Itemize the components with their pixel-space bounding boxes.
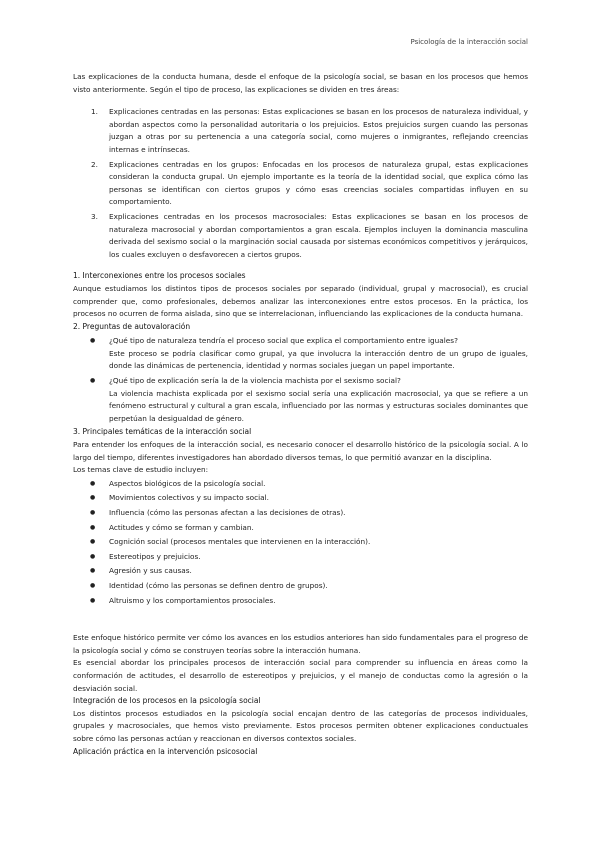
integration-paragraph: Los distintos procesos estudiados en la psicología social encajan dentro de las categorías de procesos individuales, grupales y macrosociales, que hemos visto previamente. Estos procesos permiten obtener explicaciones conductuales sobre cómo las personas actúan y reaccionan en diversos contextos sociales. <box>73 708 528 743</box>
topic-text: Actitudes y cómo se forman y cambian. <box>109 522 254 532</box>
section-heading-interconexiones: 1. Interconexiones entre los procesos sociales <box>73 271 246 281</box>
topic-text: Aspectos biológicos de la psicología social. <box>109 478 266 488</box>
list-item <box>73 211 528 261</box>
integration-heading: Integración de los procesos en la psicología social <box>73 696 261 706</box>
topic-text: Movimientos colectivos y su impacto social. <box>109 493 270 503</box>
closing-paragraph-1: Este enfoque histórico permite ver cómo los avances en los estudios anteriores han sido fundamentales para el progreso de la psicología social y cómo se construyen teorías sobre la interacción humana. <box>73 633 528 655</box>
list-item <box>73 521 528 536</box>
list-number: 1. <box>91 107 98 117</box>
section-heading-tematicas: 3. Principales temáticas de la interacción social <box>73 427 252 437</box>
list-item <box>73 535 528 550</box>
topic-text: Cognición social (procesos mentales que intervienen en la interacción). <box>109 537 371 547</box>
list-item <box>73 564 528 579</box>
page-header: Psicología de la interacción social <box>410 38 528 46</box>
question-item <box>73 335 528 348</box>
list-item <box>73 491 528 506</box>
list-item <box>73 579 528 594</box>
list-item <box>73 159 528 209</box>
bullet-icon: ● <box>90 523 96 531</box>
bullet-icon: ● <box>90 552 96 560</box>
list-item <box>73 477 528 492</box>
document-body <box>73 71 528 758</box>
list-item-text: Explicaciones centradas en las personas: Estas explicaciones se basan en los procesos de naturaleza individual, y abordan aspectos como la personalidad autoritaria o los prejuicios. Estos prejuicios surgen cuando las personas juzgan a otras por su pertenencia a una categoría social, como mujeres o inmigrantes, reflejando creencias internas e intrínsecas. <box>109 107 528 154</box>
list-item <box>73 506 528 521</box>
answer-text: Este proceso se podría clasificar como grupal, ya que involucra la interacción dentro de un grupo de iguales, donde las dinámicas de pertenencia, identidad y normas sociales juegan un papel importante. <box>109 348 528 371</box>
list-item-text: Explicaciones centradas en los grupos: Enfocadas en los procesos de naturaleza grupal, estas explicaciones consideran la conducta grupal. Un ejemplo importante es la teoría de la identidad social, que explica cómo las personas se identifican con ciertos grupos y cómo esas creencias sociales compartidas influyen en su comportamiento. <box>109 159 528 207</box>
bullet-icon: ● <box>90 479 96 487</box>
interconexiones-paragraph: Aunque estudiamos los distintos tipos de procesos sociales por separado (individual, grupal y macrosocial), es crucial comprender que, como profesionales, debemos analizar las interconexiones entre estos procesos. En la práctica, los procesos no ocurren de forma aislada, sino que se interrelacionan, influenciando las explicaciones de la conducta humana. <box>73 283 528 319</box>
topic-text: Altruismo y los comportamientos prosociales. <box>109 595 276 605</box>
question-item <box>73 375 528 388</box>
topic-text: Estereotipos y prejuicios. <box>109 551 201 561</box>
question-text: ¿Qué tipo de explicación sería la de la violencia machista por el sexismo social? <box>109 376 401 386</box>
topics-list <box>73 477 528 608</box>
list-item-text: Explicaciones centradas en los procesos macrosociales: Estas explicaciones se basan en los procesos de naturaleza macrosocial y abordan comportamientos a gran escala. Ejemplos incluyen la dominancia masculina derivada del sexismo social o la marginación social causada por sistemas económicos competitivos y jerárquicos, los cuales excluyen o desfavorecen a ciertos grupos. <box>109 211 528 259</box>
topics-intro: Los temas clave de estudio incluyen: <box>73 465 209 475</box>
bullet-icon: ● <box>90 581 96 589</box>
bullet-icon: ● <box>90 377 96 385</box>
application-heading: Aplicación práctica en la intervención psicosocial <box>73 746 258 756</box>
bullet-icon: ● <box>90 538 96 546</box>
list-item <box>73 106 528 156</box>
bullet-icon: ● <box>90 494 96 502</box>
bullet-icon: ● <box>90 509 96 516</box>
list-item <box>73 594 528 609</box>
list-number: 2. <box>91 159 98 169</box>
list-number: 3. <box>91 211 98 221</box>
areas-list <box>73 106 528 261</box>
closing-paragraph-2: Es esencial abordar los principales procesos de interacción social para comprender su influencia en áreas como la conformación de actitudes, el desarrollo de estereotipos y prejuicios, y el manejo de conductas como la agresión o la desviación social. <box>73 658 528 693</box>
bullet-icon: ● <box>90 337 96 345</box>
question-text: ¿Qué tipo de naturaleza tendría el proceso social que explica el comportamiento entre iguales? <box>109 336 458 346</box>
tematicas-paragraph: Para entender los enfoques de la interacción social, es necesario conocer el desarrollo histórico de la psicología social. A lo largo del tiempo, diferentes investigadores han abordado diversos temas, lo que permitió avanzar en la disciplina. <box>73 440 528 462</box>
topic-text: Identidad (cómo las personas se definen dentro de grupos). <box>109 580 328 590</box>
topic-text: Influencia (cómo las personas afectan a las decisiones de otras). <box>109 508 346 517</box>
bullet-icon: ● <box>90 567 96 575</box>
topic-text: Agresión y sus causas. <box>109 566 192 576</box>
section-heading-autovaloracion: 2. Preguntas de autovaloración <box>73 321 191 331</box>
bullet-icon: ● <box>90 596 96 604</box>
section-spacer <box>73 608 528 632</box>
intro-paragraph: Las explicaciones de la conducta humana, desde el enfoque de la psicología social, se basan en los procesos que hemos visto anteriormente. Según el tipo de proceso, las explicaciones se dividen en tres áreas: <box>73 72 528 94</box>
answer-text: La violencia machista explicada por el sexismo social sería una explicación macrosocial, ya que se refiere a un fenómeno estructural y cultural a gran escala, influenciado por las normas y estructuras sociales dominantes que perpetúan la desigualdad de género. <box>109 388 528 423</box>
list-item <box>73 550 528 565</box>
